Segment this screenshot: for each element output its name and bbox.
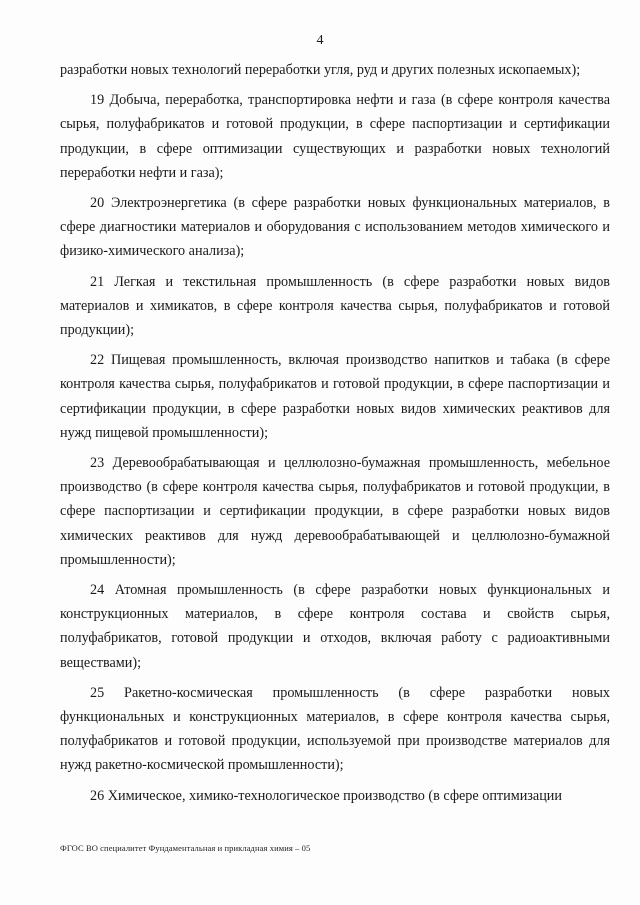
- paragraph-item-24: 24 Атомная промышленность (в сфере разработки новых функциональных и конструкционных материалов, в сфере контроля состава и свойств сырья, полуфабрикатов, готовой продукции и отходов, включая работу с радиоактивными веществами);: [60, 582, 610, 671]
- page-footer: ФГОС ВО специалитет Фундаментальная и прикладная химия – 05: [60, 843, 311, 853]
- page-number: 4: [316, 33, 324, 48]
- paragraph-item-19: 19 Добыча, переработка, транспортировка нефти и газа (в сфере контроля качества сырья, полуфабрикатов и готовой продукции, в сфере паспортизации и сертификации продукции, в сфере оптимизации существующих и разработки новых технологий переработки нефти и газа);: [60, 92, 610, 181]
- document-body: [60, 58, 610, 814]
- paragraph-item-21: 21 Легкая и текстильная промышленность (в сфере разработки новых видов материалов и химикатов, в сфере контроля качества сырья, полуфабрикатов и готовой продукции);: [60, 273, 610, 339]
- paragraph-item-22: 22 Пищевая промышленность, включая производство напитков и табака (в сфере контроля качества сырья, полуфабрикатов и готовой продукции, в сфере паспортизации и сертификации продукции, в сфере разработки новых видов химических реактивов для нужд пищевой промышленности);: [60, 352, 610, 441]
- paragraph-item-23: 23 Деревообрабатывающая и целлюлозно-бумажная промышленность, мебельное производство (в сфере контроля качества сырья, полуфабрикатов и готовой продукции, в сфере паспортизации и сертификации продукции, в сфере разработки новых видов химических реактивов для нужд деревообрабатывающей и целлюлозно-бумажной промышленности);: [60, 455, 610, 568]
- paragraph-item-25: 25 Ракетно-космическая промышленность (в сфере разработки новых функциональных и конструкционных материалов, в сфере контроля качества сырья, полуфабрикатов и готовой продукции, используемой при производстве материалов для нужд ракетно-космической промышленности);: [60, 684, 610, 774]
- paragraph-continuation: разработки новых технологий переработки угля, руд и других полезных ископаемых);: [60, 62, 581, 78]
- paragraph-item-20: 20 Электроэнергетика (в сфере разработки новых функциональных материалов, в сфере диагностики материалов и оборудования с использованием методов химического и физико-химического анализа);: [60, 195, 610, 260]
- paragraph-item-26: 26 Химическое, химико-технологическое производство (в сфере оптимизации: [90, 787, 562, 804]
